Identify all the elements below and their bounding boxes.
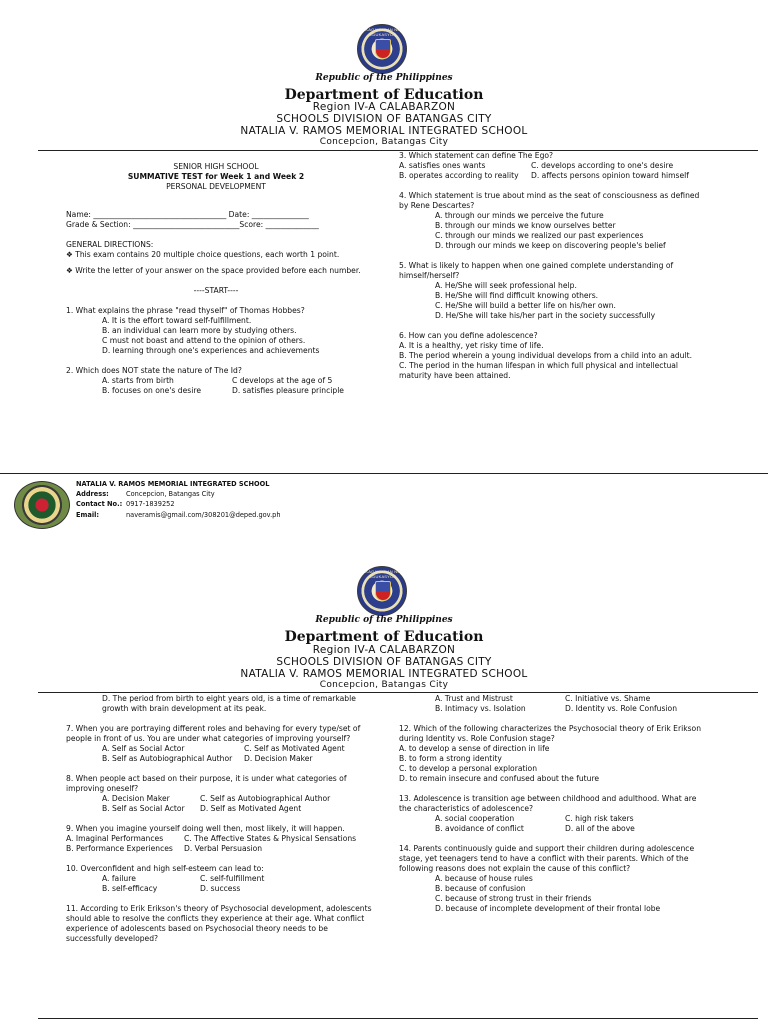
- q6-option-d[interactable]: D. The period from birth to eight years old, is a time of remarkable growth with brain development at its peak.: [102, 694, 356, 714]
- test-level: SENIOR HIGH SCHOOL: [173, 162, 259, 171]
- q12-option-a[interactable]: A. to develop a sense of direction in life: [399, 744, 550, 754]
- q8-option-a[interactable]: A. Decision Maker: [102, 794, 170, 804]
- deped-seal-icon: [357, 24, 407, 74]
- q7-option-a[interactable]: A. Self as Social Actor: [102, 744, 185, 754]
- q3-option-c[interactable]: C. develops according to one's desire: [531, 161, 674, 171]
- question-14: 14. Parents continuously guide and support their children during adolescence stage, yet teenagers tend to have a conflict with their parents. Which of the following reasons does not explain the cause of this conflict?: [399, 844, 695, 874]
- q9-option-d[interactable]: D. Verbal Persuasion: [184, 844, 263, 854]
- question-13: 13. Adolescence is transition age between childhood and adulthood. What are the characteristics of adolescence?: [399, 794, 697, 814]
- q4-option-a[interactable]: A. through our minds we perceive the future: [435, 211, 604, 221]
- q10-option-c[interactable]: C. self-fulfillment: [200, 874, 265, 884]
- q14-option-c[interactable]: C. because of strong trust in their friends: [435, 894, 592, 904]
- direction-1: ❖ This exam contains 20 multiple choice questions, each worth 1 point.: [66, 250, 340, 260]
- q2-option-b[interactable]: B. focuses on one's desire: [102, 386, 201, 396]
- directions-title: GENERAL DIRECTIONS:: [66, 240, 154, 250]
- department-title-2: Department of Education: [284, 629, 484, 645]
- location-label-2: Concepcion, Batangas City: [319, 680, 449, 690]
- seal-text-2: KAGAWARAN NG EDUKASYON: [365, 569, 401, 580]
- q3-option-a[interactable]: A. satisfies ones wants: [399, 161, 486, 171]
- q8-option-b[interactable]: B. Self as Social Actor: [102, 804, 185, 814]
- q2-option-d[interactable]: D. satisfies pleasure principle: [232, 386, 344, 396]
- page1-left-column: [66, 162, 366, 396]
- q1-option-a[interactable]: A. It is the effort toward self-fulfillment.: [102, 316, 252, 326]
- contact-value: 0917-1839252: [126, 500, 175, 509]
- test-subject: PERSONAL DEVELOPMENT: [166, 182, 266, 192]
- q9-option-c[interactable]: C. The Affective States & Physical Sensations: [184, 834, 357, 844]
- q9-option-a[interactable]: A. Imaginal Performances: [66, 834, 164, 844]
- q12-option-d[interactable]: D. to remain insecure and confused about the future: [399, 774, 600, 784]
- q8-option-c[interactable]: C. Self as Autobiographical Author: [200, 794, 331, 804]
- q4-option-c[interactable]: C. through our minds we realized our past experiences: [435, 231, 644, 241]
- q5-option-a[interactable]: A. He/She will seek professional help.: [435, 281, 577, 291]
- name-date-line[interactable]: Name: ___________________________________ Date: _______________: [66, 210, 309, 220]
- q6-option-a[interactable]: A. It is a healthy, yet risky time of life.: [399, 341, 544, 351]
- school-label: NATALIA V. RAMOS MEMORIAL INTEGRATED SCHOOL: [240, 125, 528, 137]
- q5-option-b[interactable]: B. He/She will find difficult knowing others.: [435, 291, 599, 301]
- q7-option-d[interactable]: D. Decision Maker: [244, 754, 313, 764]
- q13-option-b[interactable]: B. avoidance of conflict: [435, 824, 524, 834]
- q4-option-d[interactable]: D. through our minds we keep on discovering people's belief: [435, 241, 666, 251]
- start-marker: ----START----: [193, 286, 239, 296]
- q11-option-b[interactable]: B. Intimacy vs. Isolation: [435, 704, 526, 714]
- question-1: 1. What explains the phrase "read thyself" of Thomas Hobbes?: [66, 306, 305, 316]
- question-4: 4. Which statement is true about mind as the seat of consciousness as defined by Rene Descartes?: [399, 191, 700, 211]
- question-8: 8. When people act based on their purpose, it is under what categories of improving oneself?: [66, 774, 347, 794]
- school-label-2: NATALIA V. RAMOS MEMORIAL INTEGRATED SCHOOL: [240, 668, 528, 680]
- question-10: 10. Overconfident and high self-esteem can lead to:: [66, 864, 264, 874]
- q14-option-d[interactable]: D. because of incomplete development of their frontal lobe: [435, 904, 661, 914]
- division-label: SCHOOLS DIVISION OF BATANGAS CITY: [276, 113, 492, 125]
- republic-label: Republic of the Philippines: [315, 73, 453, 83]
- q4-option-b[interactable]: B. through our minds we know ourselves better: [435, 221, 616, 231]
- question-2: 2. Which does NOT state the nature of The Id?: [66, 366, 242, 376]
- q13-option-c[interactable]: C. high risk takers: [565, 814, 634, 824]
- region-label: Region IV-A CALABARZON: [312, 101, 456, 113]
- question-5: 5. What is likely to happen when one gained complete understanding of himself/herself?: [399, 261, 674, 281]
- q14-option-b[interactable]: B. because of confusion: [435, 884, 526, 894]
- question-7: 7. When you are portraying different roles and behaving for every type/set of people in front of us. You are under what categories of improving yourself?: [66, 724, 361, 744]
- question-12: 12. Which of the following characterizes the Psychosocial theory of Erik Erikson during Identity vs. Role Confusion stage?: [399, 724, 702, 744]
- q10-option-d[interactable]: D. success: [200, 884, 241, 894]
- q2-option-c[interactable]: C develops at the age of 5: [232, 376, 333, 386]
- deped-seal-icon-2: [357, 566, 407, 616]
- republic-label-2: Republic of the Philippines: [315, 615, 453, 625]
- q5-option-d[interactable]: D. He/She will take his/her part in the society successfully: [435, 311, 656, 321]
- test-title: SUMMATIVE TEST for Week 1 and Week 2: [127, 172, 305, 182]
- seal-text: KAGAWARAN NG EDUKASYON: [365, 27, 401, 38]
- q8-option-d[interactable]: D. Self as Motivated Agent: [200, 804, 302, 814]
- q12-option-c[interactable]: C. to develop a personal exploration: [399, 764, 538, 774]
- q2-option-a[interactable]: A. starts from birth: [102, 376, 174, 386]
- q14-option-a[interactable]: A. because of house rules: [435, 874, 533, 884]
- question-11: 11. According to Erik Erikson's theory of Psychosocial development, adolescents should able to resolve the conflicts they experience at their age. What conflict experience of adolescents based on Psychosocial theory needs to be successfully developed?: [66, 904, 372, 944]
- bottom-divider: [38, 1018, 758, 1019]
- page2-left-column: [66, 694, 372, 944]
- address-value: Concepcion, Batangas City: [126, 490, 215, 499]
- q1-option-c[interactable]: C must not boast and attend to the opinion of others.: [102, 336, 306, 346]
- q11-option-d[interactable]: D. Identity vs. Role Confusion: [565, 704, 678, 714]
- q13-option-a[interactable]: A. social cooperation: [435, 814, 515, 824]
- question-9: 9. When you imagine yourself doing well then, most likely, it will happen.: [66, 824, 345, 834]
- q3-option-b[interactable]: B. operates according to reality: [399, 171, 519, 181]
- question-3: 3. Which statement can define The Ego?: [399, 151, 554, 160]
- grade-score-line[interactable]: Grade & Section: ____________________________Score: ______________: [66, 220, 319, 230]
- q6-option-b[interactable]: B. The period wherein a young individual develops from a child into an adult.: [399, 351, 692, 361]
- q13-option-d[interactable]: D. all of the above: [565, 824, 635, 834]
- q5-option-c[interactable]: C. He/She will build a better life on his/her own.: [435, 301, 616, 311]
- q1-option-d[interactable]: D. learning through one's experiences and achievements: [102, 346, 320, 356]
- q3-option-d[interactable]: D. affects persons opinion toward himself: [531, 171, 689, 181]
- q10-option-a[interactable]: A. failure: [102, 874, 136, 884]
- region-label-2: Region IV-A CALABARZON: [312, 644, 456, 656]
- q6-option-c[interactable]: C. The period in the human lifespan in which full physical and intellectual maturity have been attained.: [399, 361, 679, 381]
- department-title: Department of Education: [284, 87, 484, 103]
- location-label: Concepcion, Batangas City: [319, 137, 449, 147]
- question-6: 6. How can you define adolescence?: [399, 331, 538, 341]
- division-label-2: SCHOOLS DIVISION OF BATANGAS CITY: [276, 656, 492, 668]
- q11-option-a[interactable]: A. Trust and Mistrust: [435, 694, 513, 703]
- email-label: Email:: [76, 510, 99, 519]
- school-logo-icon: [14, 481, 70, 529]
- q1-option-b[interactable]: B. an individual can learn more by studying others.: [102, 326, 297, 336]
- q12-option-b[interactable]: B. to form a strong identity: [399, 754, 502, 764]
- page2-right-column: [399, 694, 711, 914]
- email-value[interactable]: naveramis@gmail.com/308201@deped.gov.ph: [126, 510, 281, 519]
- contact-label: Contact No.:: [76, 500, 123, 509]
- direction-2: ❖ Write the letter of your answer on the space provided before each number.: [66, 266, 361, 276]
- footer-school-name: NATALIA V. RAMOS MEMORIAL INTEGRATED SCHOOL: [76, 480, 270, 488]
- q11-option-c[interactable]: C. Initiative vs. Shame: [565, 694, 651, 703]
- q7-option-b[interactable]: B. Self as Autobiographical Author: [102, 754, 233, 764]
- header-divider-2: [38, 692, 758, 693]
- q10-option-b[interactable]: B. self-efficacy: [102, 884, 158, 894]
- address-label: Address:: [76, 490, 109, 499]
- footer-divider: [0, 473, 768, 474]
- page1-right-column: [399, 151, 711, 381]
- q7-option-c[interactable]: C. Self as Motivated Agent: [244, 744, 345, 754]
- q9-option-b[interactable]: B. Performance Experiences: [66, 844, 173, 854]
- school-footer: [76, 479, 281, 520]
